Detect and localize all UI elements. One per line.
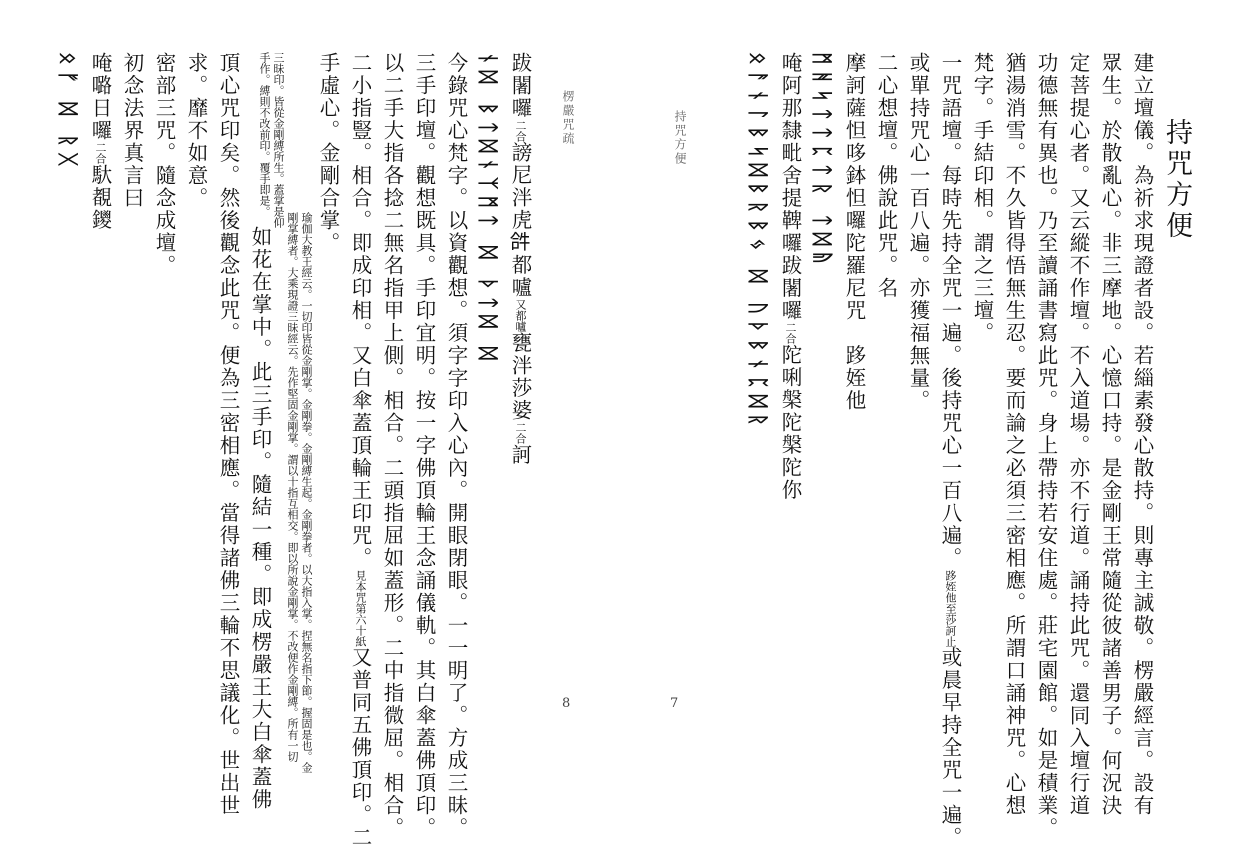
text-line <box>776 52 804 502</box>
text-line: 初念法界真言曰 <box>118 52 146 210</box>
inline-note: 二合 <box>514 120 527 142</box>
text-line: 功德無有異也。乃至讀誦書寫此咒。身上帶持若安住處。莊宅園館。如是積業。 <box>1032 52 1060 840</box>
text-segment: 甕泮莎婆 <box>508 332 532 422</box>
commentary-note: 三昧印。皆從金剛縛所生。蓋掌是仰 <box>272 52 285 228</box>
text-line: 如花在掌中。此三手印。隨結一種。即成楞嚴王大白傘蓋佛 <box>246 226 274 811</box>
text-line: 今錄咒心梵字。以資觀想。須字字印入心內。開眼閉眼。一一明了。方成三昧。 <box>442 52 470 840</box>
text-line <box>346 52 374 849</box>
siddham-line: ᛗᚻᛋᛏᛏᛈᛏᚱ ᛏᛞᚥ <box>808 52 836 270</box>
inline-note: 二合 <box>784 322 797 344</box>
text-segment: 訶 <box>508 444 532 467</box>
text-segment: 𡀔 <box>88 75 112 98</box>
chapter-title: 持咒方便 <box>1162 118 1190 242</box>
inline-note: 二合 <box>514 422 527 444</box>
text-segment: 手虛心。金剛合掌。 <box>316 52 340 255</box>
text-line: 求。靡不如意。 <box>182 52 210 210</box>
left-page <box>0 0 622 844</box>
text-line <box>506 52 534 467</box>
text-line: 密部三咒。隨念成壇。 <box>150 52 178 277</box>
siddham-line: ᛟᚠ ᛞ ᚱᚷ <box>54 52 82 172</box>
commentary-note: 剛掌縛者。大乘現證三昧經云。先作堅固金剛掌。謂以十指互相交。即以所說金剛掌。不改便作金剛縛。所有一切 <box>286 212 299 762</box>
text-line: 建立壇儀。為祈求現證者設。若緇素發心散持。則專主誠敬。楞嚴經言。設有 <box>1128 52 1156 817</box>
text-line: 摩訶薩怛哆鉢怛囉陀羅尼咒 跢姪他 <box>840 52 868 412</box>
text-line: 梵字。手結印相。謂之三壇。 <box>968 52 996 345</box>
text-line: 以二手大指各捻二無名指甲上側。相合。二頭指屈如蓋形。二中指微屈。相合。 <box>378 52 406 840</box>
text-segment: 唵阿那隸毗舍提鞞囉跋闍囉 <box>778 52 802 322</box>
inline-note: 二合 <box>94 142 107 164</box>
commentary-note: 手作。縛則不改前印。覆手即是。 <box>258 52 271 217</box>
inline-note: 跢姪他至莎訶止 <box>944 570 957 647</box>
text-segment: 或晨早持全咒一遍。 <box>938 647 962 849</box>
text-segment: 馱覩鑁 <box>88 164 112 232</box>
inline-note: 又都嚧 <box>514 299 527 332</box>
text-line: 二心想壇。佛說此咒。名 <box>872 52 900 300</box>
text-line: 眾生。於散亂心。非三摩地。心憶口持。是金剛王常隨從彼諸善男子。何況決 <box>1096 52 1124 817</box>
text-segment: 陀唎槃陀槃陀你 <box>778 344 802 502</box>
text-segment: 二小指豎。相合。即成印相。又白傘蓋頂輪王印咒。 <box>348 52 372 570</box>
text-segment: 又普同五佛頂印。二 <box>348 647 372 849</box>
text-line <box>86 52 114 232</box>
text-line: 或單持咒心一百八遍。亦獲福無量。 <box>904 52 932 412</box>
running-head: 持咒方便 <box>672 110 689 166</box>
text-line: 頂心咒印矣。然後觀念此咒。便為三密相應。當得諸佛三輪不思議化。世出世 <box>214 52 242 817</box>
text-segment: 謗尼泮虎𤙖都嚧 <box>508 142 532 300</box>
inline-note: 見本咒第六十紙 <box>354 570 367 647</box>
text-line <box>314 52 342 255</box>
text-line <box>936 52 964 849</box>
text-line: 三手印壇。觀想既具。手印宜明。按一字佛頂輪王念誦儀軌。其白傘蓋佛頂印。 <box>410 52 438 840</box>
text-line: 定菩提心者。又云縱不作壇。不入道場。亦不行道。誦持此咒。還同入壇行道 <box>1064 52 1092 817</box>
page-number: 7 <box>670 696 678 711</box>
text-segment: 日囉 <box>88 97 112 142</box>
page-number: 8 <box>562 696 570 711</box>
commentary-note: 瑜伽大教王經云。一切印皆從金剛掌。金剛拳。金剛縛生起。金剛拳者。以大指入掌。捏無名指下節。握固是也。金 <box>300 212 313 773</box>
text-segment: 一咒語壇。每時先持全咒一遍。後持咒心一百八遍。 <box>938 52 962 570</box>
siddham-line: ᛟᚨᚾᛚᛒᛋᛞᛒᚱᛒᛃ ᛞ ᚢᚦᛒᚾᛈᛞᚱ <box>744 52 772 432</box>
text-segment: 跋闍囉 <box>508 52 532 120</box>
running-head: 楞嚴咒疏 <box>560 90 577 146</box>
text-line: 猶湯消雪。不久皆得悟無生忍。要而論之必須三密相應。所謂口誦神咒。心想 <box>1000 52 1028 817</box>
siddham-line: ᚾᛞ ᛒᛏᛞᚾᛉᛗᛏ ᛞ ᚦᛏᛞ ᛞ <box>474 52 502 366</box>
right-page <box>622 0 1244 844</box>
text-segment: 唵 <box>88 52 112 75</box>
